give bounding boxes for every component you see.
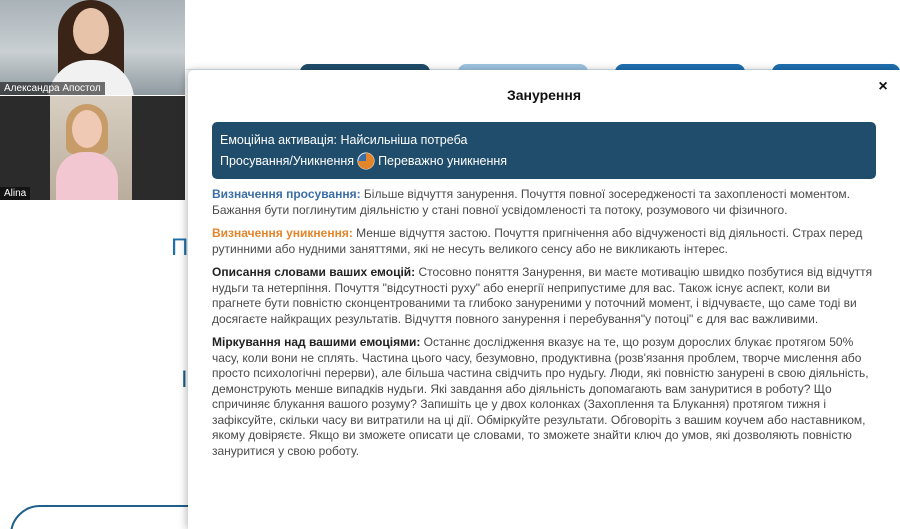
activation-banner	[212, 122, 876, 179]
background-header	[186, 0, 900, 70]
video-tile-1[interactable]	[0, 0, 185, 95]
participant-face	[72, 110, 102, 148]
pie-chart-icon	[357, 152, 375, 170]
emotions-description	[212, 265, 876, 327]
emotions-label: Описання словами ваших емоцій:	[212, 265, 416, 279]
banner-line-2	[220, 152, 868, 170]
emotions-text: Стосовно поняття Занурення, ви маєте мотивацію швидко позбутися від відчуття нудьги та нетерпіння. Почуття "відсутності руху" або енергії неприпустиме для вас. Також існує аспект, коли ви прагнете бути повністю сконцентрованими та глибоко зануреними у поточний момент, і відчуваєте, що саме тоді ви досягаєте найкращих результатів. Відчуття повного занурення і перебування"у потоці" є для вас важливими.	[212, 265, 873, 326]
background-heading-fragment: П	[171, 234, 189, 261]
banner-line-1	[220, 131, 868, 149]
participant-name: Alina	[0, 187, 30, 200]
background-text-fragment: I	[181, 366, 188, 393]
banner-predominance-text: Переважно уникнення	[378, 154, 508, 168]
banner-activation-text: Емоційна активація: Найсильніша потреба	[220, 133, 468, 147]
participant-name: Александра Апостол	[0, 82, 105, 95]
promotion-text: Більше відчуття занурення. Почуття повної зосередженості та захопленості моментом. Бажання бути поглинутим діяльністю у стані повної усвідомленості та потоку, розумового чи фізичного.	[212, 187, 850, 217]
avoidance-text: Менше відчуття застою. Почуття пригнічення або відчуженості від діяльності. Страх перед рутинними або нудними заняттями, які не несуть великого сенсу або не викликають інтерес.	[212, 226, 863, 256]
avoidance-definition	[212, 226, 876, 257]
avoidance-label: Визначення уникнення:	[212, 226, 353, 240]
video-tile-2[interactable]	[0, 96, 185, 200]
modal-title: Занурення	[506, 87, 582, 103]
participant-body	[56, 152, 118, 200]
banner-promo-avoid-label: Просування/Уникнення	[220, 154, 355, 168]
close-button[interactable]: ×	[878, 78, 888, 95]
immersion-modal	[188, 70, 900, 529]
reflection-label: Міркування над вашими емоціями:	[212, 335, 421, 349]
modal-content	[212, 187, 876, 467]
reflection-text: Останнє дослідження вказує на те, що розум дорослих блукає протягом 50% часу, коли вони не сплять. Частина цього часу, безумовно, продуктивна (розв'язання проблем, творче мислення або просто психологічні перерви), але більша частина свідчить про нудьгу. Люди, які повністю занурені в свою діяльність, демонструють менше випадків нудьги. Які завдання або діяльність допомагають вам зануритися в роботу? Що спричиняє блукання вашого розуму? Запишіть це у двох колонках (Захоплення та Блукання) протягом тижня і зафіксуйте, скільки часу ви витратили на ці дії. Обміркуйте результати. Обговоріть з вашим коучем або наставником, якому довіряєте. Якщо ви зможете описати це словами, то зможете знайти ключ до умов, які дозволяють повністю зануритися у свою роботу.	[212, 335, 869, 458]
promotion-definition	[212, 187, 876, 218]
participant-face	[73, 8, 109, 54]
promotion-label: Визначення просування:	[212, 187, 361, 201]
reflection-section	[212, 335, 876, 459]
